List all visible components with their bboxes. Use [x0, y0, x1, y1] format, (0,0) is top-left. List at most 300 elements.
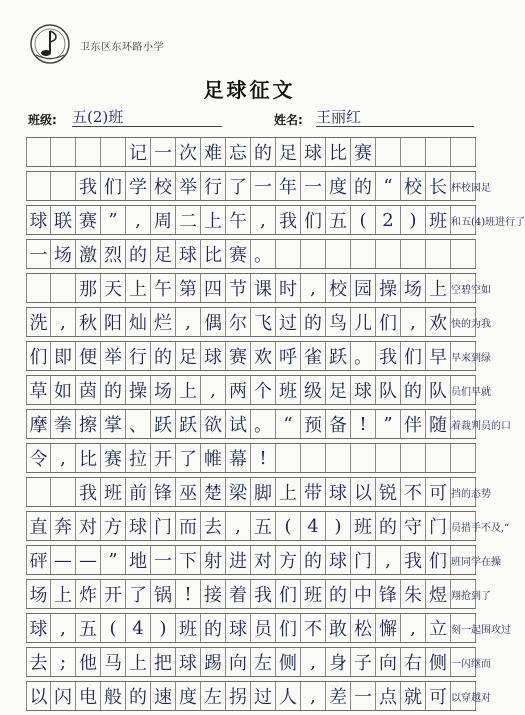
grid-cell: 伴	[401, 410, 426, 438]
essay-line	[26, 409, 511, 439]
grid-cell: 过	[276, 308, 301, 336]
grid-cell: 队	[376, 376, 401, 404]
grid-cell: 右	[401, 648, 426, 676]
grid-cell: 可	[426, 478, 451, 506]
grid-cell: 下	[176, 546, 201, 574]
name-label: 姓名:	[274, 113, 303, 127]
grid-cell: 一	[301, 172, 326, 200]
grid-cell: 方	[101, 512, 126, 540]
grid-cell	[351, 444, 376, 472]
essay-line	[26, 205, 525, 235]
grid-cell: 赛	[226, 342, 251, 370]
grid-cell: 级	[301, 376, 326, 404]
grid-cell: 度	[326, 172, 351, 200]
grid-cell: 一	[151, 546, 176, 574]
grid-cell: 忘	[226, 138, 251, 166]
grid-cell: ,	[301, 648, 326, 676]
grid-cell: 尔	[226, 308, 251, 336]
grid-cell: 子	[351, 648, 376, 676]
grid-cell: 过	[251, 682, 276, 710]
grid-cell: 个	[251, 376, 276, 404]
grid-cell: 周	[151, 206, 176, 234]
class-label: 班级:	[28, 113, 57, 127]
grid-cell: 前	[126, 478, 151, 506]
grid-cell: 炸	[76, 580, 101, 608]
grid-cell: 举	[176, 172, 201, 200]
grid-cell: —	[76, 546, 101, 574]
grid-cell: 跃	[326, 342, 351, 370]
grid-cell: 去	[201, 512, 226, 540]
grid-cell: 早	[426, 342, 451, 370]
grid-cell: 度	[176, 682, 201, 710]
grid-cell: 了	[176, 444, 201, 472]
grid-cell: 激	[76, 240, 101, 268]
grid-cell: 赛	[226, 240, 251, 268]
grid-cell: 们	[301, 206, 326, 234]
grid-cell: 校	[401, 172, 426, 200]
grid-cell: 我	[251, 580, 276, 608]
grid-cell: 茵	[76, 376, 101, 404]
grid-cell	[51, 138, 76, 166]
grid-cell: 带	[301, 478, 326, 506]
grid-cell: 跃	[151, 410, 176, 438]
grid-cell: 锋	[376, 580, 401, 608]
grid-cell: 一	[251, 172, 276, 200]
grid-cell	[101, 138, 126, 166]
grid-cell: 球	[26, 206, 51, 234]
grid-cell: 球	[351, 376, 376, 404]
grid-cell: 校	[326, 274, 351, 302]
grid-cell: 午	[151, 274, 176, 302]
grid-cell: 第	[176, 274, 201, 302]
grid-cell: 上	[426, 274, 451, 302]
grid-cell: 员措手不及,“	[451, 512, 476, 540]
grid-cell	[451, 138, 476, 166]
grid-cell: 赛	[76, 206, 101, 234]
grid-cell: ,	[51, 308, 76, 336]
grid-cell	[451, 240, 476, 268]
grid-cell: 员	[251, 614, 276, 642]
grid-cell: ,	[126, 206, 151, 234]
grid-cell: 门	[351, 546, 376, 574]
grid-cell: 一	[151, 138, 176, 166]
grid-cell: ,	[176, 308, 201, 336]
grid-cell: 我	[401, 546, 426, 574]
grid-cell: 两	[226, 376, 251, 404]
grid-cell: 们	[426, 546, 451, 574]
grid-cell: “	[276, 410, 301, 438]
grid-cell	[326, 240, 351, 268]
grid-cell: 二	[176, 206, 201, 234]
essay-line	[26, 511, 510, 541]
grid-cell: 飞	[251, 308, 276, 336]
grid-cell: 人	[276, 682, 301, 710]
school-name: 卫东区东环路小学	[80, 42, 164, 53]
grid-cell: 早来到绿	[451, 342, 476, 370]
grid-cell: 球	[176, 648, 201, 676]
grid-cell: “	[376, 172, 401, 200]
grid-cell: 中	[351, 580, 376, 608]
grid-cell: 左	[201, 682, 226, 710]
grid-cell: 年	[276, 172, 301, 200]
grid-cell: 足	[151, 240, 176, 268]
grid-cell: 的	[401, 376, 426, 404]
grid-cell: 把	[151, 648, 176, 676]
grid-cell: (	[351, 206, 376, 234]
grid-cell: )	[151, 614, 176, 642]
grid-cell: 难	[201, 138, 226, 166]
grid-cell: 场	[151, 376, 176, 404]
grid-cell: 球	[176, 240, 201, 268]
essay-grid	[26, 137, 525, 715]
grid-cell: 队	[426, 376, 451, 404]
grid-cell: 立	[426, 614, 451, 642]
grid-cell	[401, 444, 426, 472]
grid-cell: 擦	[76, 410, 101, 438]
grid-cell: 2	[376, 206, 401, 234]
grid-cell: !	[251, 444, 276, 472]
grid-cell: 欢	[251, 342, 276, 370]
grid-cell	[26, 478, 51, 506]
grid-cell: 秋	[76, 308, 101, 336]
grid-cell: (	[101, 614, 126, 642]
grid-cell: 守	[401, 512, 426, 540]
grid-cell: 不	[301, 614, 326, 642]
grid-cell: 我	[76, 172, 101, 200]
grid-cell: ,	[401, 308, 426, 336]
grid-cell	[51, 274, 76, 302]
grid-cell: 身	[326, 648, 351, 676]
grid-cell: 四	[201, 274, 226, 302]
grid-cell: 朱	[401, 580, 426, 608]
page-title: 足球征文	[203, 78, 296, 102]
grid-cell: 足	[176, 342, 201, 370]
grid-cell: 课	[251, 274, 276, 302]
grid-cell: 的	[126, 240, 151, 268]
grid-cell: 的	[126, 682, 151, 710]
grid-cell: ,	[301, 682, 326, 710]
grid-cell: 午	[226, 206, 251, 234]
grid-cell	[426, 138, 451, 166]
essay-line	[26, 647, 491, 677]
grid-cell	[301, 444, 326, 472]
grid-cell: 点	[376, 682, 401, 710]
grid-cell: 接	[201, 580, 226, 608]
grid-cell: 不	[401, 478, 426, 506]
grid-cell: 班	[276, 376, 301, 404]
grid-cell: 。	[251, 410, 276, 438]
essay-line	[26, 579, 491, 609]
grid-cell: 幕	[226, 444, 251, 472]
grid-cell: 4	[126, 614, 151, 642]
grid-cell: 的	[351, 172, 376, 200]
essay-line	[26, 613, 511, 643]
grid-cell: 五	[251, 512, 276, 540]
grid-cell: 般	[101, 682, 126, 710]
grid-cell: 左	[251, 648, 276, 676]
grid-cell: 电	[76, 682, 101, 710]
essay-line	[26, 171, 491, 201]
essay-line	[26, 137, 476, 167]
grid-cell: 呼	[276, 342, 301, 370]
grid-cell: 球	[126, 512, 151, 540]
grid-cell: 上	[126, 274, 151, 302]
page-header	[0, 0, 499, 70]
grid-cell: 锋	[151, 478, 176, 506]
grid-cell: ,	[251, 206, 276, 234]
grid-cell: 时	[276, 274, 301, 302]
grid-cell	[326, 444, 351, 472]
grid-cell: 我	[276, 206, 301, 234]
grid-cell: ;	[51, 648, 76, 676]
grid-cell: 行	[201, 172, 226, 200]
grid-cell: 校	[151, 172, 176, 200]
grid-cell: 班	[101, 478, 126, 506]
grid-cell: 侧	[426, 648, 451, 676]
grid-cell: 比	[201, 240, 226, 268]
grid-cell: 4	[301, 512, 326, 540]
grid-cell: 球	[226, 614, 251, 642]
grid-cell	[401, 138, 426, 166]
grid-cell: 敢	[326, 614, 351, 642]
grid-cell: 班	[176, 614, 201, 642]
grid-cell: 马	[101, 648, 126, 676]
grid-cell: 的	[326, 580, 351, 608]
grid-cell: 杯校园足	[451, 172, 476, 200]
grid-cell: ”	[376, 410, 401, 438]
grid-cell: 我	[376, 342, 401, 370]
grid-cell: 烈	[101, 240, 126, 268]
grid-cell: 的	[376, 512, 401, 540]
grid-cell: 班	[351, 512, 376, 540]
essay-line	[26, 239, 476, 269]
grid-cell: 班	[426, 206, 451, 234]
grid-cell: ,	[301, 274, 326, 302]
grid-cell: 雀	[301, 342, 326, 370]
grid-cell: 的	[101, 376, 126, 404]
grid-cell: 令	[26, 444, 51, 472]
grid-cell: 而	[176, 512, 201, 540]
grid-cell: 着	[226, 580, 251, 608]
grid-cell: 偶	[201, 308, 226, 336]
grid-cell: 天	[101, 274, 126, 302]
grid-cell: 球	[26, 614, 51, 642]
grid-cell: 的	[301, 546, 326, 574]
grid-cell: 翔抢到了	[451, 580, 476, 608]
grid-cell: 锅	[151, 580, 176, 608]
grid-cell: 以	[351, 478, 376, 506]
grid-cell	[51, 478, 76, 506]
grid-cell: 便	[76, 342, 101, 370]
grid-cell: 记	[126, 138, 151, 166]
grid-cell: 以穿越对	[451, 682, 476, 710]
grid-cell	[26, 138, 51, 166]
grid-cell: 快的为我	[451, 308, 476, 336]
grid-cell	[426, 240, 451, 268]
grid-cell: 试	[226, 410, 251, 438]
grid-cell: 了	[126, 580, 151, 608]
essay-line	[26, 341, 491, 371]
grid-cell: 上	[176, 376, 201, 404]
grid-cell	[426, 444, 451, 472]
grid-cell: 的	[251, 138, 276, 166]
grid-cell: 奔	[51, 512, 76, 540]
grid-cell	[376, 138, 401, 166]
grid-cell: ,	[226, 512, 251, 540]
grid-cell: !	[176, 580, 201, 608]
grid-cell: 赛	[101, 444, 126, 472]
grid-cell: ,	[401, 614, 426, 642]
grid-cell: 着裁判员的口	[451, 410, 476, 438]
grid-cell: 即	[51, 342, 76, 370]
grid-cell: 空碧空如	[451, 274, 476, 302]
grid-cell: 足	[276, 138, 301, 166]
grid-cell: 帷	[201, 444, 226, 472]
grid-cell: (	[276, 512, 301, 540]
grid-cell	[26, 274, 51, 302]
grid-cell: 们	[276, 580, 301, 608]
grid-cell: 次	[176, 138, 201, 166]
essay-line	[26, 307, 491, 337]
grid-cell: 进	[226, 546, 251, 574]
grid-cell: 灿	[126, 308, 151, 336]
name-value: 王丽红	[316, 106, 474, 127]
grid-cell: 长	[426, 172, 451, 200]
grid-cell: 楚	[201, 478, 226, 506]
grid-cell: 。	[251, 240, 276, 268]
grid-cell: 拐	[226, 682, 251, 710]
grid-cell: 烂	[151, 308, 176, 336]
grid-cell: 儿	[351, 308, 376, 336]
essay-line	[26, 477, 491, 507]
grid-cell: 如	[51, 376, 76, 404]
grid-cell: 员们早就	[451, 376, 476, 404]
grid-cell: 球	[201, 342, 226, 370]
grid-cell: 场	[401, 274, 426, 302]
grid-cell	[376, 444, 401, 472]
grid-cell: 园	[351, 274, 376, 302]
grid-cell: 球	[301, 138, 326, 166]
grid-cell: 门	[426, 512, 451, 540]
grid-cell: 锐	[376, 478, 401, 506]
grid-cell	[376, 240, 401, 268]
grid-cell: 煜	[426, 580, 451, 608]
grid-cell: ,	[201, 376, 226, 404]
grid-cell: 上	[201, 206, 226, 234]
grid-cell: ”	[101, 546, 126, 574]
grid-cell: 的	[151, 342, 176, 370]
grid-cell: 球	[326, 478, 351, 506]
grid-cell	[351, 240, 376, 268]
grid-cell	[276, 444, 301, 472]
grid-cell: 操	[126, 376, 151, 404]
grid-cell: 比	[326, 138, 351, 166]
grid-cell: 门	[151, 512, 176, 540]
grid-cell: 场	[26, 580, 51, 608]
grid-cell: 上	[126, 648, 151, 676]
grid-cell: 地	[126, 546, 151, 574]
grid-cell: 直	[26, 512, 51, 540]
grid-cell: 向	[226, 648, 251, 676]
grid-cell: 比	[76, 444, 101, 472]
essay-line	[26, 545, 501, 575]
grid-cell: 他	[76, 648, 101, 676]
grid-cell: 射	[201, 546, 226, 574]
grid-cell: 们	[376, 308, 401, 336]
grid-cell: 梁	[226, 478, 251, 506]
grid-cell: 、	[126, 410, 151, 438]
grid-cell: 们	[401, 342, 426, 370]
class-value: 五(2)班	[72, 106, 222, 127]
grid-cell: 那	[76, 274, 101, 302]
grid-cell: 欢	[426, 308, 451, 336]
grid-cell: 球	[326, 546, 351, 574]
grid-cell: ,	[51, 444, 76, 472]
grid-cell: 侧	[276, 648, 301, 676]
grid-cell: ,	[51, 614, 76, 642]
grid-cell: 一	[26, 240, 51, 268]
grid-cell: ”	[101, 206, 126, 234]
grid-cell: 们	[276, 614, 301, 642]
grid-cell: 就	[401, 682, 426, 710]
grid-cell: !	[351, 410, 376, 438]
grid-cell: ,	[376, 546, 401, 574]
grid-cell: 刻一起围攻过	[451, 614, 476, 642]
grid-cell: 以	[26, 682, 51, 710]
grid-cell: 节	[226, 274, 251, 302]
grid-cell: 足	[326, 376, 351, 404]
grid-cell: 预	[301, 410, 326, 438]
grid-cell: 踢	[201, 648, 226, 676]
grid-cell: 差	[326, 682, 351, 710]
grid-cell: 去	[26, 648, 51, 676]
grid-cell: 五	[76, 614, 101, 642]
grid-cell	[401, 240, 426, 268]
grid-cell: 掌	[101, 410, 126, 438]
grid-cell: 可	[426, 682, 451, 710]
grid-cell: 鸟	[326, 308, 351, 336]
essay-line	[26, 375, 491, 405]
grid-cell: 联	[51, 206, 76, 234]
grid-cell: 拳	[51, 410, 76, 438]
grid-cell: 上	[276, 478, 301, 506]
grid-cell: 赛	[351, 138, 376, 166]
grid-cell: 随	[426, 410, 451, 438]
grid-cell: 一闪继而	[451, 648, 476, 676]
grid-cell: 一	[351, 682, 376, 710]
grid-cell: 备	[326, 410, 351, 438]
grid-cell: 对	[76, 512, 101, 540]
grid-cell: )	[401, 206, 426, 234]
grid-cell: 懈	[376, 614, 401, 642]
grid-cell	[276, 240, 301, 268]
grid-cell: 速	[151, 682, 176, 710]
essay-line	[26, 681, 491, 711]
grid-cell: 巫	[176, 478, 201, 506]
grid-cell	[451, 444, 476, 472]
grid-cell	[26, 172, 51, 200]
grid-cell: 班	[301, 580, 326, 608]
grid-cell: 和五(4)班进行了	[451, 206, 476, 234]
grid-cell: 场	[51, 240, 76, 268]
grid-cell: 跃	[176, 410, 201, 438]
grid-cell: 欲	[201, 410, 226, 438]
grid-cell: 的	[201, 614, 226, 642]
grid-cell: 。	[351, 342, 376, 370]
essay-line	[26, 273, 491, 303]
grid-cell: 班同学在操	[451, 546, 476, 574]
grid-cell: 向	[376, 648, 401, 676]
